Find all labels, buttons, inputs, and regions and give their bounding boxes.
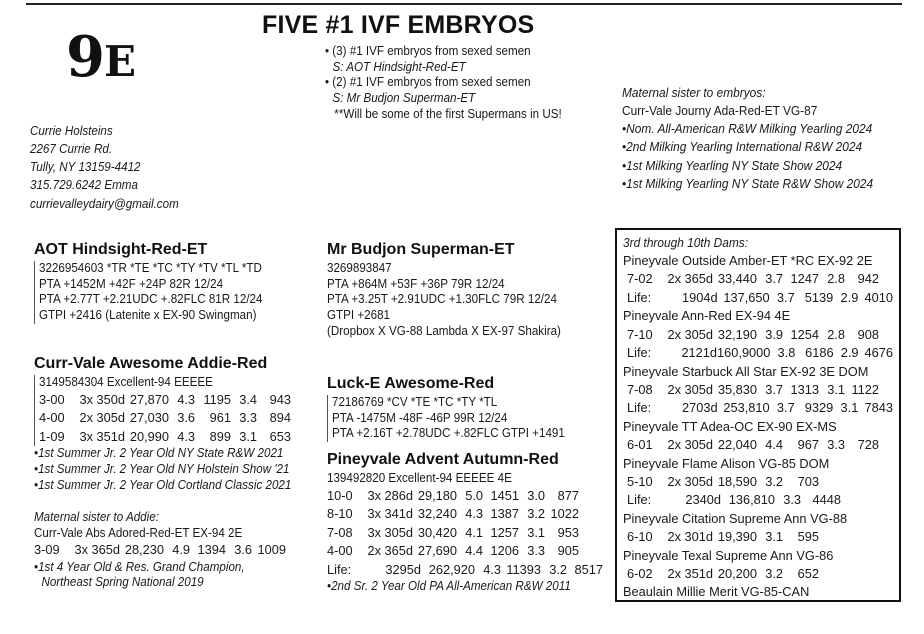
lactation-cell: 3.6 xyxy=(234,542,252,558)
lactation-cell: 3.2 xyxy=(527,506,545,522)
consignor-name: Currie Holsteins xyxy=(30,124,113,138)
lactation-cell: 3.1 xyxy=(827,381,845,397)
lactation-row xyxy=(623,436,893,455)
lactation-cell: 5-10 xyxy=(627,473,653,489)
lactation-cell: 7-08 xyxy=(627,381,653,397)
lactation-cell: 2x xyxy=(667,565,681,581)
lactation-cell: 351d xyxy=(96,428,125,444)
lactation-cell: 4.3 xyxy=(483,561,501,577)
lactation-cell: 1394 xyxy=(197,542,226,558)
lactation-records xyxy=(34,541,324,560)
dam-name: Curr-Vale Awesome Addie-Red xyxy=(34,355,268,372)
lactation-cell: 2.9 xyxy=(840,289,859,305)
lactation-row xyxy=(327,487,612,506)
lactation-cell: 3x xyxy=(367,506,381,522)
dam-registration: 139492820 Excellent-94 EEEEE 4E xyxy=(327,471,512,485)
award-line: Northeast Spring National 2019 xyxy=(41,575,204,590)
lactation-cell: Life: xyxy=(627,289,652,305)
lactation-row xyxy=(34,541,324,560)
lactation-cell: 2x xyxy=(667,473,681,489)
lactation-cell: 305d xyxy=(684,326,713,342)
lactation-cell: 11393 xyxy=(506,561,541,577)
lactation-cell: 286d xyxy=(384,487,413,503)
dam-name: Pineyvale Outside Amber-ET *RC EX-92 2E xyxy=(623,253,873,269)
lactation-cell: 5.0 xyxy=(465,487,483,503)
lactation-cell: 365d xyxy=(384,543,413,559)
lactation-cell: Life: xyxy=(627,400,652,416)
lactation-cell: 961 xyxy=(209,410,231,426)
dam-name: Pineyvale Ann-Red EX-94 4E xyxy=(623,308,791,324)
lactation-cell: 877 xyxy=(557,487,579,503)
lactation-cell: 894 xyxy=(269,410,291,426)
lactation-cell: 2x xyxy=(667,529,681,545)
lactation-cell: 365d xyxy=(684,271,713,287)
dam-name: Beaulain Millie Merit VG-85-CAN xyxy=(623,584,810,600)
lactation-cell: 3x xyxy=(79,391,93,407)
award-line: •1st 4 Year Old & Res. Grand Champion, xyxy=(34,559,245,574)
lactation-cell: 3.1 xyxy=(840,400,859,416)
lactation-cell: 3.3 xyxy=(783,492,801,508)
award-line: •1st Milking Yearling NY State R&W Show 2024 xyxy=(622,175,874,191)
sire-name: AOT Hindsight-Red-ET xyxy=(34,241,208,258)
lactation-records xyxy=(327,487,612,580)
lactation-cell: 27,690 xyxy=(417,543,457,559)
lactation-cell: 136,810 xyxy=(728,492,775,508)
sire-info-line: GTPI +2416 (Latenite x EX-90 Swingman) xyxy=(39,307,257,322)
lactation-cell: 3.8 xyxy=(777,345,796,361)
lactation-cell: 305d xyxy=(684,381,713,397)
lactation-cell: 4.3 xyxy=(465,506,483,522)
lactation-cell: 2340d xyxy=(685,492,721,508)
lactation-cell: 7843 xyxy=(864,400,894,416)
lactation-cell: 942 xyxy=(857,271,879,287)
addie-sister xyxy=(34,510,324,591)
lactation-cell: 1195 xyxy=(203,391,231,407)
lactation-cell: 3.9 xyxy=(765,326,783,342)
lactation-cell: 5139 xyxy=(804,289,834,305)
lactation-cell: 7-10 xyxy=(627,326,653,342)
sire-info-line: (Dropbox X VG-88 Lambda X EX-97 Shakira) xyxy=(327,323,561,338)
lactation-cell: 3.7 xyxy=(765,381,783,397)
lactation-cell: 1009 xyxy=(257,542,286,558)
lactation-cell: 27,870 xyxy=(129,391,169,407)
lactation-cell: 3.7 xyxy=(776,289,795,305)
dam-autumn xyxy=(327,450,612,595)
lactation-cell: 3.7 xyxy=(776,400,795,416)
lactation-cell: 30,420 xyxy=(417,524,457,540)
lactation-cell: 3.1 xyxy=(765,529,783,545)
lactation-cell: 3x xyxy=(367,524,381,540)
lactation-row xyxy=(327,505,612,524)
lactation-cell: 1904d xyxy=(682,289,718,305)
offering-note: **Will be some of the first Supermans in US! xyxy=(334,106,562,121)
lactation-cell: 19,390 xyxy=(717,529,757,545)
lactation-cell: 2.8 xyxy=(827,271,845,287)
sire-info-line: PTA +3.25T +2.91UDC +1.30FLC 79R 12/24 xyxy=(327,292,557,307)
lactation-cell: 4448 xyxy=(812,492,841,508)
award-line: •1st Summer Jr. 2 Year Old NY State R&W 2021 xyxy=(34,446,284,461)
lactation-cell: 653 xyxy=(269,428,291,444)
sire-info-line: GTPI +2681 xyxy=(327,307,391,322)
lactation-cell: 10-0 xyxy=(327,487,353,503)
award-line: •1st Summer Jr. 2 Year Old NY Holstein Show '21 xyxy=(34,461,290,476)
lactation-row xyxy=(623,491,893,510)
lactation-cell: 908 xyxy=(857,326,879,342)
lactation-cell: 1022 xyxy=(550,506,579,522)
offering-list xyxy=(325,44,580,122)
lactation-cell: 20,990 xyxy=(129,428,169,444)
lactation-cell: Life: xyxy=(327,561,352,577)
lactation-cell: 22,040 xyxy=(717,437,757,453)
dam-name: Pineyvale Starbuck All Star EX-92 3E DOM xyxy=(623,363,869,379)
sire-hindsight xyxy=(34,240,324,324)
lactation-row xyxy=(327,524,612,543)
lactation-cell: 253,810 xyxy=(723,400,770,416)
lactation-cell: 2x xyxy=(667,271,681,287)
dam-registration: 3149584304 Excellent-94 EEEEE xyxy=(39,375,213,389)
consignor-email[interactable]: currievalleydairy@gmail.com xyxy=(30,196,179,211)
lactation-cell: 3.1 xyxy=(527,524,545,540)
lactation-row xyxy=(327,561,612,580)
lactation-cell: 35,830 xyxy=(717,381,757,397)
lactation-cell: 8-10 xyxy=(327,506,353,522)
dams-box xyxy=(615,228,901,602)
lactation-row xyxy=(623,528,893,547)
lactation-cell: 943 xyxy=(269,391,291,407)
lactation-cell: 3.1 xyxy=(239,428,257,444)
lactation-cell: 3.0 xyxy=(527,487,545,503)
addie-sister-name: Curr-Vale Abs Adored-Red-ET EX-94 2E xyxy=(34,525,243,540)
sire-info-line: PTA +864M +53F +36P 79R 12/24 xyxy=(327,276,505,291)
lactation-cell: 32,240 xyxy=(417,506,457,522)
offering-bullet: • (2) #1 IVF embryos from sexed semen xyxy=(325,75,531,90)
dam-name: Pineyvale Advent Autumn-Red xyxy=(327,451,559,468)
lactation-cell: 160,9000 xyxy=(717,345,771,361)
award-line: •2nd Milking Yearling International R&W 2024 xyxy=(622,139,863,155)
lactation-cell: 899 xyxy=(209,428,231,444)
lactation-cell: 595 xyxy=(797,529,819,545)
lactation-cell: 6-01 xyxy=(627,437,653,453)
lactation-row xyxy=(623,399,893,418)
dam-name: Pineyvale Flame Alison VG-85 DOM xyxy=(623,455,830,471)
maternal-sister-name: Curr-Vale Journy Ada-Red-ET VG-87 xyxy=(622,103,818,119)
sire-info-line: PTA +2.77T +2.21UDC +.82FLC 81R 12/24 xyxy=(39,292,263,307)
dam-name: Pineyvale Texal Supreme Ann VG-86 xyxy=(623,547,834,563)
lactation-cell: 1122 xyxy=(851,381,879,397)
sire-info-line: PTA +2.16T +2.78UDC +.82FLC GTPI +1491 xyxy=(332,426,565,441)
lactation-cell: 2x xyxy=(667,437,681,453)
lactation-cell: 4010 xyxy=(864,289,894,305)
lactation-cell: 3x xyxy=(74,542,88,558)
top-rule xyxy=(26,3,902,5)
lactation-cell: 305d xyxy=(96,410,125,426)
lactation-cell: 20,200 xyxy=(717,565,757,581)
award-line: •1st Milking Yearling NY State Show 2024 xyxy=(622,157,843,173)
lactation-cell: 305d xyxy=(684,437,713,453)
lactation-cell: 3.2 xyxy=(549,561,567,577)
lactation-cell: 33,440 xyxy=(717,271,757,287)
lactation-cell: 2.8 xyxy=(827,326,845,342)
lactation-cell: Life: xyxy=(627,345,652,361)
lactation-cell: 1-09 xyxy=(39,428,65,444)
lactation-cell: 652 xyxy=(797,565,819,581)
award-line: •1st Summer Jr. 2 Year Old Cortland Classic 2021 xyxy=(34,477,292,492)
lactation-cell: Life: xyxy=(627,492,652,508)
lactation-row xyxy=(327,542,612,561)
sire-info-line: 72186769 *CV *TE *TC *TY *TL xyxy=(332,395,498,409)
sire-info-line: PTA +1452M +42F +24P 82R 12/24 xyxy=(39,276,224,291)
lactation-cell: 2121d xyxy=(681,345,718,361)
lactation-cell: 4-00 xyxy=(39,410,65,426)
lactation-cell: 3.3 xyxy=(527,543,545,559)
lactation-row xyxy=(623,473,893,492)
lactation-cell: 18,590 xyxy=(717,473,757,489)
lactation-cell: 1254 xyxy=(790,326,819,342)
lactation-cell: 3-09 xyxy=(34,542,60,558)
lactation-cell: 4.3 xyxy=(177,428,195,444)
lactation-cell: 350d xyxy=(96,391,125,407)
lactation-row xyxy=(623,381,893,400)
award-line: •Nom. All-American R&W Milking Yearling 2024 xyxy=(622,121,873,137)
lactation-cell: 2703d xyxy=(682,400,718,416)
lactation-row xyxy=(623,565,893,584)
offering-bullet: • (3) #1 IVF embryos from sexed semen xyxy=(325,44,531,58)
lactation-cell: 305d xyxy=(384,524,413,540)
lactation-cell: 301d xyxy=(684,529,713,545)
lactation-cell: 703 xyxy=(797,473,819,489)
sire-info-line: PTA -1475M -48F -46P 99R 12/24 xyxy=(332,410,508,425)
lactation-cell: 4-00 xyxy=(327,543,353,559)
lactation-row xyxy=(623,344,893,363)
consignor-phone: 315.729.6242 Emma xyxy=(30,178,138,193)
lactation-cell: 2x xyxy=(667,326,681,342)
lactation-cell: 4.4 xyxy=(765,437,783,453)
dams-list xyxy=(623,252,893,601)
lactation-cell: 4.4 xyxy=(465,543,483,559)
lactation-cell: 3x xyxy=(79,428,93,444)
award-line: •2nd Sr. 2 Year Old PA All-American R&W 2011 xyxy=(327,579,571,594)
lactation-cell: 1313 xyxy=(790,381,819,397)
lactation-cell: 3.3 xyxy=(239,410,257,426)
lactation-cell: 2x xyxy=(367,543,381,559)
sire-info-line: 3269893847 xyxy=(327,261,392,275)
sire-name: Mr Budjon Superman-ET xyxy=(327,241,515,258)
lactation-cell: 953 xyxy=(557,524,579,540)
lactation-cell: 7-02 xyxy=(627,271,653,287)
lactation-cell: 3295d xyxy=(385,561,421,577)
lactation-cell: 341d xyxy=(384,506,413,522)
sire-superman xyxy=(327,240,612,339)
lot-number: 9E xyxy=(66,24,135,90)
maternal-sister-section xyxy=(622,84,892,193)
lactation-cell: 305d xyxy=(684,473,713,489)
sire-luck-e xyxy=(327,374,612,442)
lactation-row xyxy=(39,428,324,447)
lactation-cell: 9329 xyxy=(804,400,834,416)
lactation-cell: 3.4 xyxy=(239,391,257,407)
lactation-cell: 351d xyxy=(684,565,713,581)
dam-addie xyxy=(34,354,324,493)
lactation-cell: 4676 xyxy=(864,345,894,361)
lactation-cell: 3x xyxy=(367,487,381,503)
lactation-cell: 3-00 xyxy=(39,391,65,407)
lactation-cell: 3.3 xyxy=(827,437,845,453)
lactation-cell: 6-10 xyxy=(627,529,653,545)
dam-name: Pineyvale TT Adea-OC EX-90 EX-MS xyxy=(623,418,837,434)
consignor-city: Tully, NY 13159-4412 xyxy=(30,160,141,175)
lactation-cell: 27,030 xyxy=(129,410,169,426)
lactation-row xyxy=(623,326,893,345)
lactation-cell: 3.6 xyxy=(177,410,195,426)
lactation-cell: 7-08 xyxy=(327,524,353,540)
addie-sister-heading: Maternal sister to Addie: xyxy=(34,510,159,524)
lactation-cell: 28,230 xyxy=(124,542,164,558)
lactation-cell: 3.7 xyxy=(765,271,783,287)
lactation-cell: 1451 xyxy=(490,487,519,503)
lactation-cell: 3.2 xyxy=(765,565,783,581)
lactation-cell: 29,180 xyxy=(417,487,457,503)
lactation-cell: 967 xyxy=(797,437,819,453)
lactation-cell: 905 xyxy=(557,543,579,559)
lactation-cell: 262,920 xyxy=(428,561,475,577)
consignor-contact xyxy=(30,122,190,213)
lactation-cell: 4.3 xyxy=(177,391,195,407)
lactation-row xyxy=(39,409,324,428)
lactation-cell: 8517 xyxy=(574,561,603,577)
headline: FIVE #1 IVF EMBRYOS xyxy=(262,11,535,39)
lactation-cell: 2x xyxy=(667,381,681,397)
lactation-cell: 1206 xyxy=(490,543,519,559)
sire-name: Luck-E Awesome-Red xyxy=(327,375,495,392)
lactation-cell: 4.9 xyxy=(172,542,190,558)
lactation-cell: 32,190 xyxy=(717,326,757,342)
lactation-cell: 2x xyxy=(79,410,93,426)
lactation-row xyxy=(39,391,324,410)
lactation-cell: 137,650 xyxy=(723,289,770,305)
lactation-cell: 4.1 xyxy=(465,524,483,540)
lactation-cell: 1257 xyxy=(490,524,519,540)
lactation-cell: 3.2 xyxy=(765,473,783,489)
lactation-cell: 1247 xyxy=(790,271,819,287)
sire-info-line: 3226954603 *TR *TE *TC *TY *TV *TL *TD xyxy=(39,261,262,275)
lactation-cell: 1387 xyxy=(490,506,519,522)
lactation-row xyxy=(623,289,893,308)
dam-name: Pineyvale Citation Supreme Ann VG-88 xyxy=(623,510,848,526)
lactation-cell: 365d xyxy=(91,542,120,558)
lactation-cell: 6186 xyxy=(805,345,834,361)
lactation-cell: 6-02 xyxy=(627,565,653,581)
offering-sire: S: Mr Budjon Superman-ET xyxy=(332,90,476,105)
offering-sire: S: AOT Hindsight-Red-ET xyxy=(332,59,466,74)
lactation-cell: 728 xyxy=(857,437,879,453)
lactation-records xyxy=(39,391,324,447)
lactation-row xyxy=(623,270,893,289)
maternal-sister-heading: Maternal sister to embryos: xyxy=(622,85,766,100)
dams-heading: 3rd through 10th Dams: xyxy=(623,235,749,250)
consignor-street: 2267 Currie Rd. xyxy=(30,142,113,157)
lactation-cell: 2.9 xyxy=(840,345,859,361)
